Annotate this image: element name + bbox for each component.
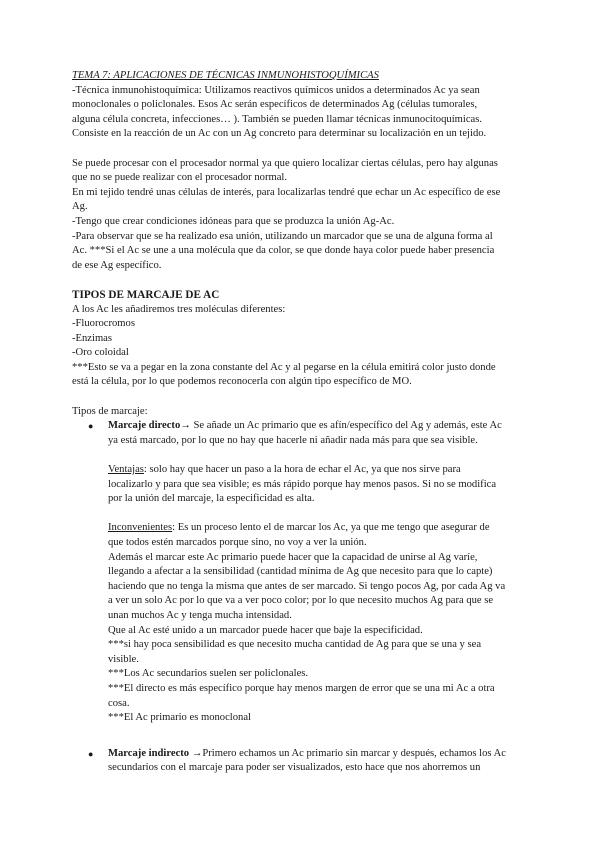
text-line: que todos estén marcados porque sino, no voy a ver la unión. [108,537,367,548]
molecule-item: -Oro coloidal [72,347,129,359]
text-line: Se puede procesar con el procesador normal ya que quiero localizar ciertas células, pero hay algunas [72,157,498,169]
text-line: de ese Ag específico. [72,259,162,271]
text-line: alguna célula concreta, infecciones… ). También se pueden llamar técnicas inmunocitoquímicas. [72,113,483,125]
document-body [72,69,532,776]
direct-term: Marcaje directo [108,420,181,432]
document-title: TEMA 7: APLICACIONES DE TÉCNICAS INMUNOHISTOQUÍMICAS [72,70,379,81]
section-heading: TIPOS DE MARCAJE DE AC [72,288,220,301]
text-line: llegando a afectar a la sensibilidad (cantidad mínima de Ag que necesito para que lo capte) [108,566,493,578]
text-line: -Para observar que se ha realizado esa unión, utilizando un marcador que se una de alguna forma al [72,230,493,242]
text-line: que no se puede realizar con el procesador normal. [72,172,288,184]
advantages-label: Ventajas [108,464,144,476]
text-line: por la unión del marcaje, la especificidad es alta. [108,493,315,505]
text-line: haciendo que no tenga la misma que antes de ser marcado. Si tengo pocos Ag, por cada Ag va [108,580,506,592]
text-line: -Técnica inmunohistoquímica: Utilizamos reactivos químicos unidos a determinados Ac ya sean [72,84,480,96]
text-line: ***si hay poca sensibilidad es que necesito mucha cantidad de Ag para que se una y sea [108,639,482,651]
processing-paragraph [72,157,532,274]
molecule-item: -Fluorocromos [72,318,135,330]
text-line: Que al Ac esté unido a un marcador puede hacer que baje la especificidad. [108,624,423,636]
text-line: ***Los Ac secundarios suelen ser policlonales. [108,668,309,680]
text-line: Además el marcar este Ac primario puede hacer que la capacidad de unirse al Ag varíe, [108,551,478,563]
list-item-indirect [72,747,532,776]
intro-paragraph [72,84,532,142]
bullet-icon: ● [88,421,94,432]
disadvantages-label: Inconvenientes [108,522,173,534]
text-line: localizarlo y para que sea visible; es más rápido porque hay menos pasos. Si no se modifica [108,478,497,490]
text-line: unan muchos Ac y tenga mucha intensidad. [108,609,292,621]
direct-first-line: Marcaje directo→ Se añade un Ac primario que es afín/específico del Ag y además, este Ac [108,420,502,432]
indirect-term: Marcaje indirecto [108,747,190,759]
advantages-first-line: Ventajas: solo hay que hacer un paso a la hora de echar el Ac, ya que nos sirve para [108,464,461,476]
text-line: Ag. [72,201,88,213]
marking-types-list [72,419,532,776]
note-line: ***Esto se va a pegar en la zona constante del Ac y al pegarse en la célula emitirá color justo donde [72,361,496,373]
text-line: -Tengo que crear condiciones idóneas para que se produzca la unión Ag-Ac. [72,215,395,227]
note-line: está la célula, por lo que podemos reconocerla con algún tipo específico de MO. [72,376,412,388]
indirect-first-line: Marcaje indirecto →Primero echamos un Ac primario sin marcar y después, echamos los Ac [108,747,506,759]
section-intro: A los Ac les añadiremos tres moléculas diferentes: [72,303,286,315]
text-line: ya está marcado, por lo que no hay que hacerle ni añadir nada más para que sea visible. [108,434,478,446]
text-line: visible. [108,653,139,665]
bullet-icon: ● [88,748,94,759]
text-line: En mi tejido tendré unas células de interés, para localizarlas tendré que echar un Ac específico de ese [72,186,501,198]
text-line: ***El directo es más específico porque hay menos margen de error que se una mi Ac a otra [108,682,495,694]
text-line: Consiste en la reacción de un Ac con un Ag concreto para determinar su localización en un tejido. [72,128,487,140]
text-line: a ver un solo Ac por lo que va a ver poco color; por lo que necesito muchos Ag para que se [108,595,494,607]
text-line: secundarios con el marcaje para poder ser visualizados, esto hace que nos ahorremos un [108,762,481,774]
text-line: monoclonales o policlonales. Esos Ac serán específicos de determinados Ag (células tumorales, [72,99,478,111]
types-label: Tipos de marcaje: [72,405,148,417]
disadvantages-first-line: Inconvenientes: Es un proceso lento el de marcar los Ac, ya que me tengo que asegurar de [108,522,490,534]
molecule-item: -Enzimas [72,332,113,344]
text-line: ***El Ac primario es monoclonal [108,712,251,724]
text-line: cosa. [108,697,130,709]
text-line: Ac. ***Si el Ac se une a una molécula que da color, se que donde haya color puede haber presencia [72,245,495,257]
list-item-direct [72,419,532,725]
